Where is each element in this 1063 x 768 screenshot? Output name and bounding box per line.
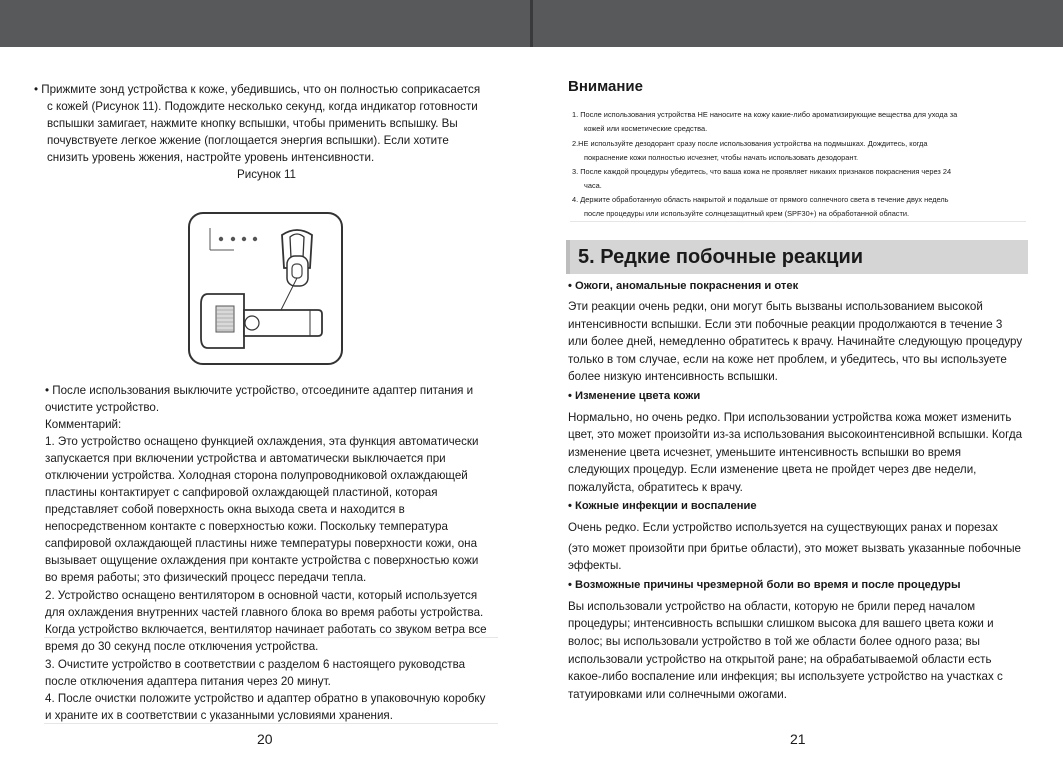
text-line: вызывает ощущение охлаждения при контакте устройства с поверхностью кожи [45,554,479,567]
text-line: почувствуете легкое жжение (поглощается энергия вспышки). Если хотите [47,134,449,147]
text-line: • Прижмите зонд устройства к коже, убедившись, что он полностью соприкасается [34,83,481,96]
section-title: 5. Редкие побочные реакции [578,246,864,268]
warning-title: Внимание [568,78,643,95]
page-number-right: 21 [790,731,806,747]
text-line: пластины контактирует с сапфировой охлаждающей пластиной, которая [45,486,438,499]
text-line: процедуры; интенсивность вспышки слишком высока для вашего цвета кожи и [568,617,994,630]
subheading-pain-causes: • Возможные причины чрезмерной боли во время и после процедуры [568,579,961,591]
text-line: после отключения адаптера питания через 20 минут. [45,675,331,688]
text-line: изменение цвета исчезнет, уменьшите интенсивность вспышки во время [568,446,962,459]
text-line: вспышки замигает, нажмите кнопку вспышки, чтобы применить вспышку. Вы [47,117,458,130]
text-line: следующих процедур. Если изменение цвета не пройдет через две недели, [568,463,977,476]
text-line: Очень редко. Если устройство используется на существующих ранах и порезах [568,521,998,534]
divider [570,221,1026,222]
subheading-burns: • Ожоги, аномальные покраснения и отек [568,280,799,292]
text-line: запускается при включении устройства и автоматически выключается при [45,452,446,465]
text-line: эффекты. [568,559,622,572]
text-line: волос; вы использовали устройство в той же области более одного раза; вы [568,635,980,648]
text-line: время до 30 секунд после отключения устройства. [45,640,319,653]
warning-line: 1. После использования устройства НЕ наносите на кожу какие-либо ароматизирующие вещества для ухода за [572,110,958,119]
text-line: использовали устройство на открытой ране; на обрабатываемой области есть [568,653,992,666]
text-line: очистите устройство. [45,401,160,414]
figure-caption: Рисунок 11 [237,168,296,181]
text-line: 2. Устройство оснащено вентилятором в основной части, который используется [45,589,478,602]
text-line: снизить уровень жжения, настройте уровень интенсивности. [47,151,375,164]
text-line: сапфировой охлаждающей пластины ниже температуры поверхности кожи, она [45,537,478,550]
subheading-infections: • Кожные инфекции и воспаление [568,500,757,512]
text-line: 4. После очистки положите устройство и адаптер обратно в упаковочную коробку [45,692,486,705]
text-line: Когда устройство включается, вентилятор начинает работать со звуком ветра все [45,623,487,636]
text-line: во время работы; это физический процесс передачи тепла. [45,571,367,584]
text-line: Комментарий: [45,418,122,431]
warning-line: после процедуры или используйте солнцезащитный крем (SPF30+) на обработанной области. [584,209,910,218]
text-line: 3. Очистите устройство в соответствии с разделом 6 настоящего руководства [45,658,466,671]
text-line: Вы использовали устройство на области, которую не брили перед началом [568,600,976,613]
text-line: Нормально, но очень редко. При использовании устройства кожа может изменить [568,411,1012,424]
warning-line: 3. После каждой процедуры убедитесь, что ваша кожа не проявляет никаких признаков покраснения через 24 [572,167,952,176]
warning-line: 2.НЕ используйте дезодорант сразу после использования устройства на подмышках. Дождитесь, когда [572,139,928,148]
top-bar-right [533,0,1063,47]
text-line: непосредственном контакте с поверхностью кожи. Поскольку температура [45,520,448,533]
text-line: 1. Это устройство оснащено функцией охлаждения, эта функция автоматически [45,435,479,448]
text-line: с кожей (Рисунок 11). Подождите несколько секунд, когда индикатор готовности [47,100,478,113]
text-line: или более дней, немедленно обратитесь к врачу. Начинайте следующую процедуру [568,335,1023,348]
subheading-skin-color: • Изменение цвета кожи [568,390,701,402]
text-line: татуировками или солнечными ожогами. [568,688,787,701]
page-number-left: 20 [257,731,273,747]
text-line: только в том случае, если на коже нет проблем, и убедитесь, что вы используете [568,353,1007,366]
top-bar-left [0,0,530,47]
divider [44,723,498,724]
warning-line: покраснение кожи полностью исчезнет, чтобы начать использовать дезодорант. [584,153,859,162]
divider [44,637,498,638]
warning-line: часа. [584,181,602,190]
text-line: отключении устройства. Холодная сторона полупроводниковой охлаждающей [45,469,468,482]
text-line: интенсивности вспышки. Если эти побочные реакции продолжаются в течение 3 [568,318,1003,331]
text-line: (это может произойти при бритье области), это может вызвать указанные побочные [568,542,1021,555]
text-line: Эти реакции очень редки, они могут быть вызваны использованием высокой [568,300,983,313]
text-line: цвет, это может произойти из-за использования высокоинтенсивной вспышки. Когда [568,428,1023,441]
warning-line: кожей или косметические средства. [584,124,708,133]
figure-11-illustration [186,210,346,368]
text-line: какое-либо воспаление или инфекция; вы используете устройство на участках с [568,670,1003,683]
text-line: более низкую интенсивность вспышки. [568,370,778,383]
text-line: представляет собой поверхность окна выхода света и находится в [45,503,405,516]
warning-line: 4. Держите обработанную область накрытой и подальше от прямого солнечного света в течение двух недель [572,195,949,204]
text-line: и храните их в соответствии с указанными условиями хранения. [45,709,393,722]
text-line: пожалуйста, обратитесь к врачу. [568,481,743,494]
text-line: • После использования выключите устройство, отсоедините адаптер питания и [45,384,474,397]
text-line: для охлаждения внутренних частей главного блока во время работы устройства. [45,606,484,619]
